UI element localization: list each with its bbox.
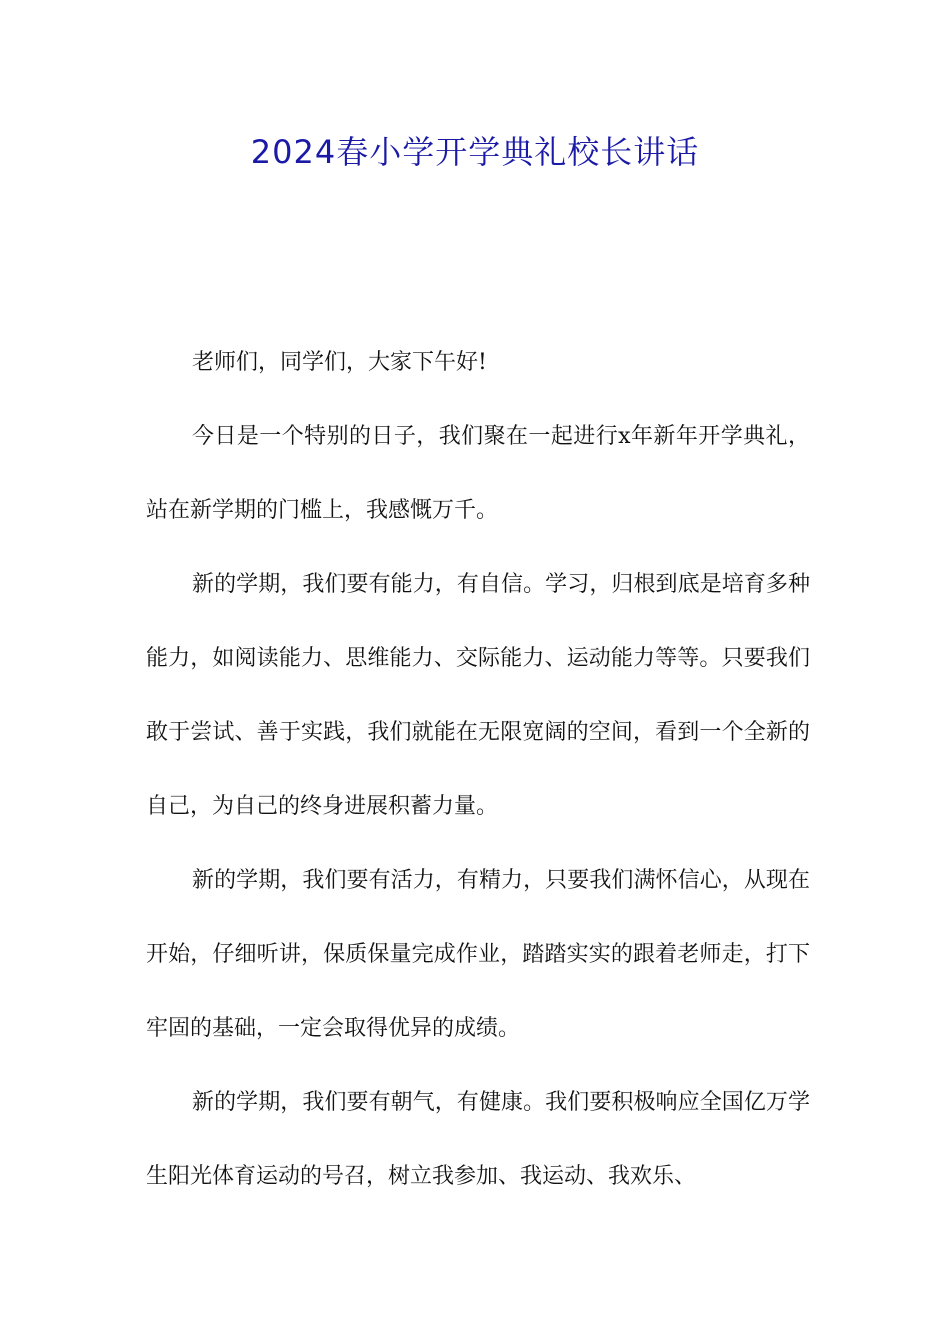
document-title: 2024春小学开学典礼校长讲话 xyxy=(250,133,700,171)
paragraph-health: 新的学期，我们要有朝气，有健康。我们要积极响应全国亿万学生阳光体育运动的号召，树立我参加、我运动、我欢乐、 xyxy=(146,1090,810,1189)
paragraph-ability: 新的学期，我们要有能力，有自信。学习，归根到底是培育多种能力，如阅读能力、思维能力、交际能力、运动能力等等。只要我们敢于尝试、善于实践，我们就能在无限宽阔的空间，看到一个全新的自己，为自己的终身进展积蓄力量。 xyxy=(146,572,810,819)
document-body xyxy=(146,326,810,1214)
paragraph-opening: 今日是一个特别的日子，我们聚在一起进行x年新年开学典礼，站在新学期的门槛上，我感慨万千。 xyxy=(146,424,810,523)
paragraph-greeting: 老师们，同学们，大家下午好! xyxy=(192,350,487,375)
paragraph-energy: 新的学期，我们要有活力，有精力，只要我们满怀信心，从现在开始，仔细听讲，保质保量完成作业，踏踏实实的跟着老师走，打下牢固的基础，一定会取得优异的成绩。 xyxy=(146,868,810,1041)
